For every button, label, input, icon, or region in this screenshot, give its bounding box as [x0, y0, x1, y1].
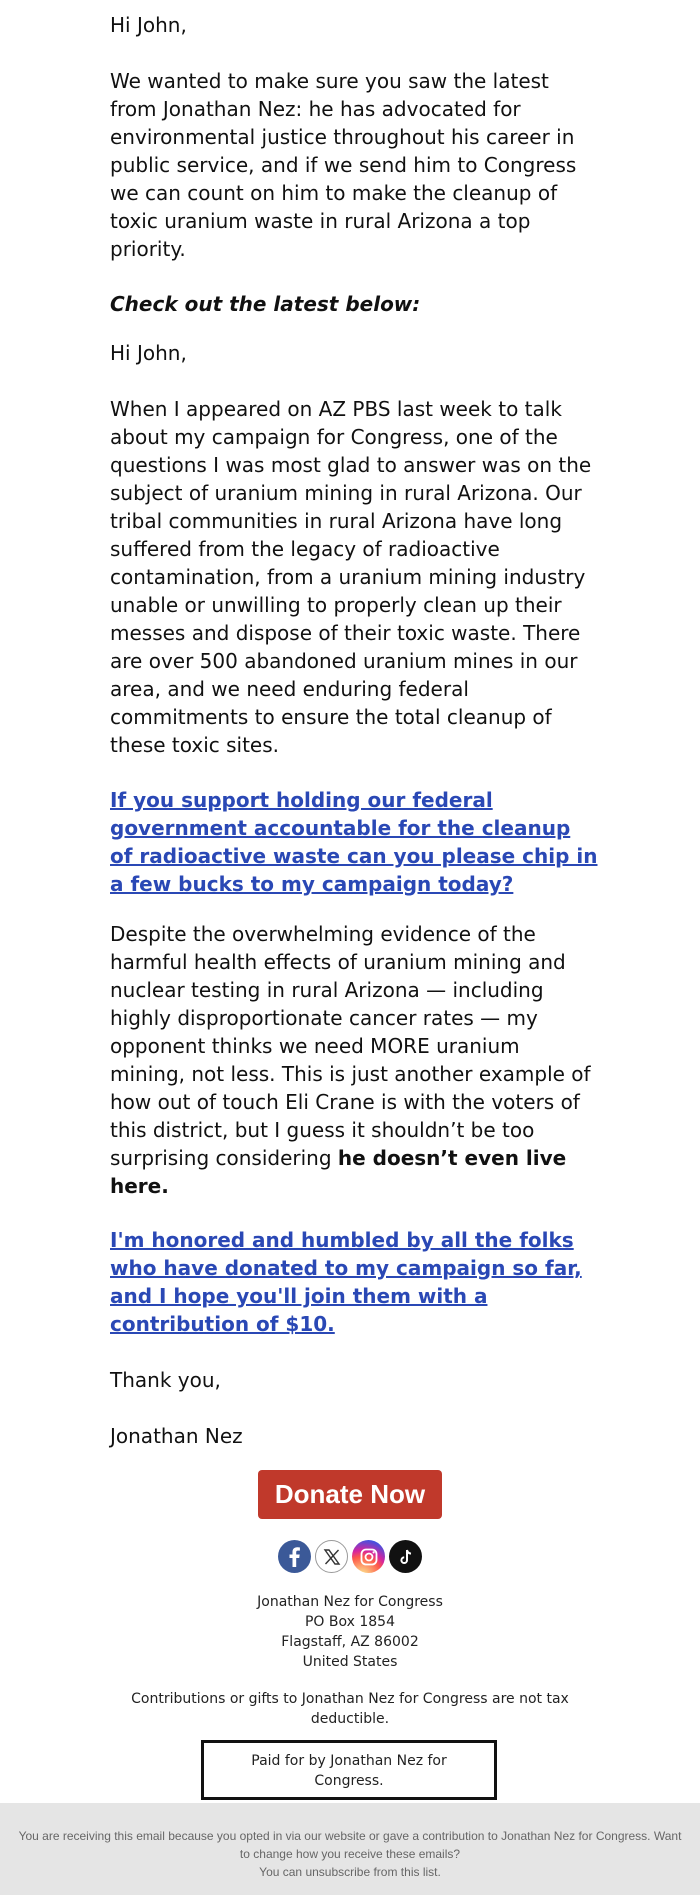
unsubscribe-link[interactable]: You can unsubscribe from this list.: [259, 1865, 441, 1879]
donate-now-button[interactable]: Donate Now: [258, 1470, 442, 1519]
tax-disclaimer: Contributions or gifts to Jonathan Nez for Congress are not tax deductible.: [131, 1691, 569, 1727]
x-icon[interactable]: [315, 1540, 348, 1573]
tiktok-icon[interactable]: [389, 1540, 422, 1573]
subscription-footer: [0, 1803, 700, 1895]
city-state-zip: Flagstaff, AZ 86002: [281, 1634, 419, 1650]
social-links: [278, 1540, 422, 1574]
body-bold-text: he doesn’t even live here.: [110, 1146, 567, 1198]
check-out-heading: Check out the latest below:: [110, 292, 421, 316]
org-name: Jonathan Nez for Congress: [257, 1594, 443, 1610]
donate-link-cleanup[interactable]: If you support holding our federal government accountable for the cleanup of radioactive waste can you please chip in a few bucks to my campaign today?: [110, 788, 598, 896]
subscription-notice: You are receiving this email because you opted in via our website or gave a contribution to Jonathan Nez for Congress. Want to change how you receive these emails?: [18, 1829, 682, 1861]
po-box: PO Box 1854: [304, 1614, 395, 1630]
footer-address: [0, 1592, 700, 1672]
donate-link-ten-dollars[interactable]: I'm honored and humbled by all the folks who have donated to my campaign so far, and I hope you'll join them with a contribution of $10.: [110, 1228, 582, 1336]
closing: Thank you,: [110, 1368, 221, 1392]
donate-link-paragraph: [110, 786, 598, 898]
country: United States: [302, 1654, 398, 1670]
body-paragraph-opponent: [110, 920, 598, 1200]
greeting: Hi John,: [110, 13, 187, 37]
paid-for-disclaimer: Paid for by Jonathan Nez for Congress.: [201, 1740, 497, 1800]
greeting: Hi John,: [110, 341, 187, 365]
body-text: Despite the overwhelming evidence of the harmful health effects of uranium mining and nuclear testing in rural Arizona — including highly disproportionate cancer rates — my opponent thinks we need MORE uranium mining, not less. This is just another example of how out of touch Eli Crane is with the voters of this district, but I guess it shouldn’t be too surprising considering: [110, 922, 591, 1170]
facebook-icon[interactable]: [278, 1540, 311, 1573]
body-paragraph-uranium: When I appeared on AZ PBS last week to talk about my campaign for Congress, one of the questions I was most glad to answer was on the subject of uranium mining in rural Arizona. Our tribal communities in rural Arizona have long suffered from the legacy of radioactive contamination, from a uranium mining industry unable or unwilling to properly clean up their messes and dispose of their toxic waste. There are over 500 abandoned uranium mines in our area, and we need enduring federal commitments to ensure the total cleanup of these toxic sites.: [110, 397, 592, 757]
intro-paragraph: We wanted to make sure you saw the latest from Jonathan Nez: he has advocated for environmental justice throughout his career in public service, and if we send him to Congress we can count on him to make the cleanup of toxic uranium waste in rural Arizona a top priority.: [110, 69, 577, 261]
instagram-icon[interactable]: [352, 1540, 385, 1573]
signature: Jonathan Nez: [110, 1424, 243, 1448]
donate-link-paragraph: [110, 1226, 598, 1338]
